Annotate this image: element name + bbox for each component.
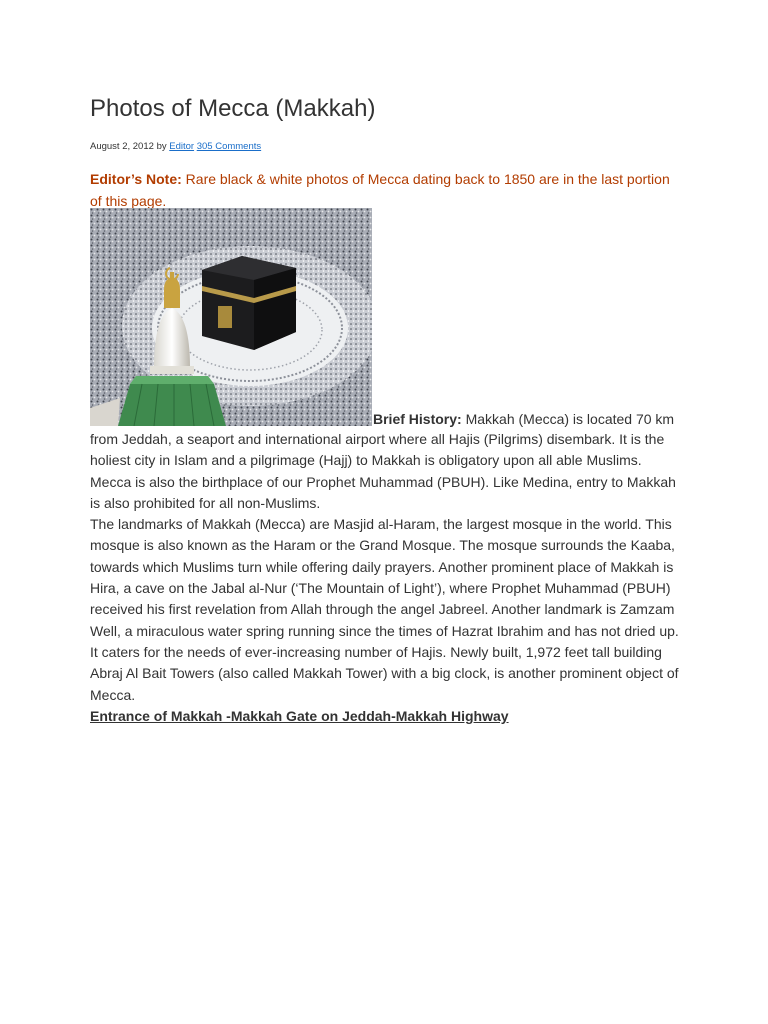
comments-link[interactable]: 305 Comments (196, 141, 262, 152)
kaaba-photo (90, 208, 372, 426)
post-meta (90, 141, 261, 153)
page-title: Photos of Mecca (Makkah) (90, 95, 376, 122)
section-heading-link[interactable]: Entrance of Makkah -Makkah Gate on Jeddah-Makkah Highway (90, 707, 509, 724)
author-link[interactable]: Editor (169, 141, 195, 152)
article-body (90, 208, 682, 727)
brief-history-first-line (373, 409, 674, 430)
post-by: by (156, 141, 167, 152)
brief-history-lead: Makkah (Mecca) is located 70 km (465, 410, 675, 427)
post-date: August 2, 2012 (90, 141, 154, 152)
brief-history-label: Brief History: (373, 410, 462, 427)
brief-history-text: from Jeddah, a seaport and international airport where all Hajis (Pilgrims) disembark. It is the holiest city in Islam and a pilgrimage (Hajj) to Makkah is obligatory upon all able Muslims. Mecca is also the birthplace of our Prophet Muhammad (PBUH). Like Medina, entry to Makkah is also prohibited for all non-Muslims. (90, 431, 676, 511)
editors-note-text: Rare black & white photos of Mecca dating back to 1850 are in the last portion of this page. (90, 171, 670, 209)
landmarks-paragraph: The landmarks of Makkah (Mecca) are Masjid al-Haram, the largest mosque in the world. This mosque is also known as the Haram or the Grand Mosque. The mosque surrounds the Kaaba, towards which Muslims turn while offering daily prayers. Another prominent place of Makkah is Hira, a cave on the Jabal al-Nur (‘The Mountain of Light’), where Prophet Muhammad (PBUH) received his first revelation from Allah through the angel Jabreel. Another landmark is Zamzam Well, a miraculous water spring running since the times of Hazrat Ibrahim and has not dried up. It caters for the needs of ever-increasing number of Hajis. Newly built, 1,972 feet tall building Abraj Al Bait Towers (also called Makkah Tower) with a big clock, is another prominent object of Mecca. (90, 516, 679, 703)
photo-row (90, 208, 682, 426)
editors-note (90, 169, 682, 212)
editors-note-label: Editor’s Note: (90, 171, 182, 187)
